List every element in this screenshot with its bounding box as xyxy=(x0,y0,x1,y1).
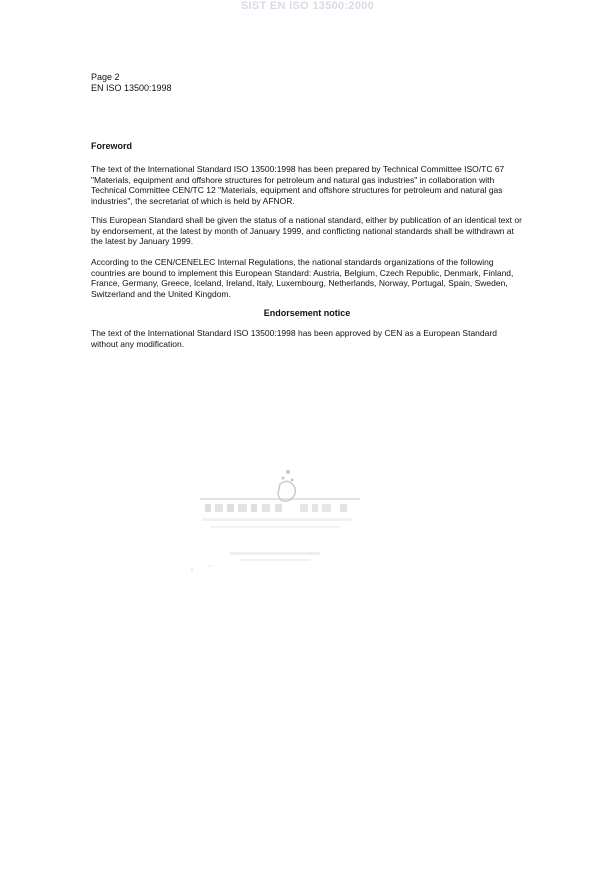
foreword-paragraph-2: This European Standard shall be given the status of a national standard, either by publication of an identical text or by endorsement, at the latest by month of January 1999, and conflicting national standards shall be withdrawn at the latest by January 1999. xyxy=(91,215,522,246)
faded-stamp-image xyxy=(180,462,380,582)
endorsement-text: The text of the International Standard ISO 13500:1998 has been approved by CEN as a European Standard without any modification. xyxy=(91,328,497,349)
page-header xyxy=(91,72,172,94)
document-watermark: SIST EN ISO 13500:2000 xyxy=(240,0,375,12)
foreword-paragraph-1: The text of the International Standard ISO 13500:1998 has been prepared by Technical Committee ISO/TC 67 "Materials, equipment and offshore structures for petroleum and natural gas industries" in collaboration with Technical Committee CEN/TC 12 "Materials, equipment and offshore structures for petroleum and natural gas industries", the secretariat of which is held by AFNOR. xyxy=(91,164,505,206)
foreword-heading: Foreword xyxy=(91,141,133,151)
standard-reference: EN ISO 13500:1998 xyxy=(91,83,172,93)
foreword-paragraph-3: According to the CEN/CENELEC Internal Regulations, the national standards organizations of the following countries are bound to implement this European Standard: Austria, Belgium, Czech Republic, Denmark, Finland, France, Germany, Greece, Iceland, Ireland, Italy, Luxembourg, Netherlands, Norway, Portugal, Spain, Sweden, Switzerland and the United Kingdom. xyxy=(91,257,514,299)
page-number: Page 2 xyxy=(91,72,120,82)
endorsement-heading: Endorsement notice xyxy=(263,308,351,318)
